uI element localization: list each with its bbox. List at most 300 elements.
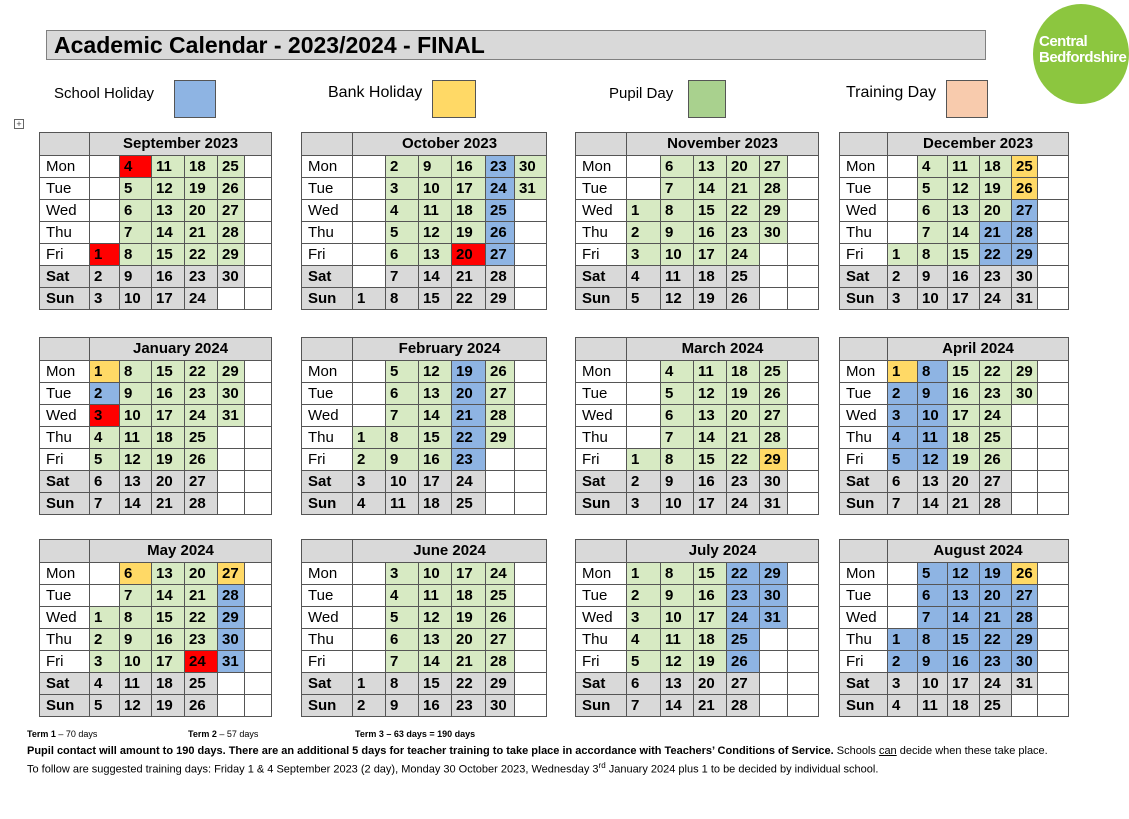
- day-cell: 11: [694, 361, 727, 383]
- day-cell: 20: [452, 383, 486, 405]
- day-cell: [1038, 585, 1069, 607]
- day-cell: 28: [486, 266, 515, 288]
- day-cell: 24: [727, 493, 760, 515]
- day-cell: 26: [218, 178, 245, 200]
- day-cell: 18: [152, 427, 185, 449]
- day-cell: 7: [661, 427, 694, 449]
- month-table: [39, 132, 272, 310]
- week-row: [576, 178, 819, 200]
- day-cell: [1038, 405, 1069, 427]
- day-cell: 4: [661, 361, 694, 383]
- day-cell: 16: [452, 156, 486, 178]
- weekday-label: Mon: [576, 563, 627, 585]
- weekday-label: Fri: [302, 449, 353, 471]
- day-cell: 9: [120, 629, 152, 651]
- day-cell: 3: [627, 607, 661, 629]
- day-cell: 1: [627, 200, 661, 222]
- day-cell: [888, 222, 918, 244]
- day-cell: 29: [1012, 361, 1038, 383]
- day-cell: 26: [727, 288, 760, 310]
- week-row: [40, 178, 272, 200]
- day-cell: 14: [661, 695, 694, 717]
- month-header-blank: [40, 338, 90, 361]
- day-cell: [1038, 651, 1069, 673]
- week-row: [840, 244, 1069, 266]
- week-row: [302, 629, 547, 651]
- day-cell: 30: [515, 156, 547, 178]
- day-cell: [353, 156, 386, 178]
- month-header-blank: [840, 133, 888, 156]
- month-header-blank: [40, 133, 90, 156]
- logo-line-1: Central: [1039, 33, 1088, 50]
- day-cell: 14: [948, 222, 980, 244]
- day-cell: [353, 405, 386, 427]
- day-cell: 19: [694, 651, 727, 673]
- day-cell: 16: [152, 266, 185, 288]
- day-cell: 21: [727, 427, 760, 449]
- day-cell: 26: [760, 383, 788, 405]
- weekday-label: Sun: [302, 695, 353, 717]
- day-cell: 23: [727, 585, 760, 607]
- week-row: [40, 288, 272, 310]
- weekday-label: Thu: [576, 222, 627, 244]
- day-cell: 26: [980, 449, 1012, 471]
- table-anchor-icon[interactable]: +: [14, 119, 24, 129]
- day-cell: 5: [918, 563, 948, 585]
- week-row: [576, 266, 819, 288]
- weekday-label: Fri: [840, 449, 888, 471]
- day-cell: 5: [90, 695, 120, 717]
- weekday-label: Tue: [576, 383, 627, 405]
- day-cell: 17: [419, 471, 452, 493]
- week-row: [840, 361, 1069, 383]
- day-cell: 9: [120, 266, 152, 288]
- month-name: January 2024: [90, 338, 272, 361]
- weekday-label: Sun: [40, 695, 90, 717]
- day-cell: 29: [486, 427, 515, 449]
- day-cell: 28: [185, 493, 218, 515]
- weekday-label: Tue: [840, 178, 888, 200]
- day-cell: 7: [661, 178, 694, 200]
- day-cell: 2: [90, 266, 120, 288]
- day-cell: 8: [661, 200, 694, 222]
- day-cell: 4: [888, 427, 918, 449]
- day-cell: 12: [694, 383, 727, 405]
- weekday-label: Sun: [40, 288, 90, 310]
- week-row: [576, 651, 819, 673]
- weekday-label: Tue: [302, 178, 353, 200]
- day-cell: 11: [152, 156, 185, 178]
- day-cell: 21: [980, 607, 1012, 629]
- day-cell: 4: [90, 427, 120, 449]
- day-cell: [218, 673, 245, 695]
- day-cell: 10: [918, 288, 948, 310]
- day-cell: 23: [980, 266, 1012, 288]
- weekday-label: Mon: [840, 361, 888, 383]
- day-cell: 31: [1012, 288, 1038, 310]
- weekday-label: Thu: [40, 427, 90, 449]
- day-cell: [788, 493, 819, 515]
- month-header-blank: [576, 338, 627, 361]
- week-row: [302, 244, 547, 266]
- weekday-label: Wed: [40, 607, 90, 629]
- legend-label-pupil-day: Pupil Day: [609, 85, 674, 102]
- day-cell: 16: [152, 629, 185, 651]
- week-row: [840, 563, 1069, 585]
- day-cell: [353, 629, 386, 651]
- day-cell: [888, 200, 918, 222]
- day-cell: [515, 266, 547, 288]
- day-cell: [788, 563, 819, 585]
- day-cell: [1038, 607, 1069, 629]
- day-cell: 1: [353, 427, 386, 449]
- day-cell: [1038, 266, 1069, 288]
- day-cell: 17: [694, 493, 727, 515]
- day-cell: 16: [152, 383, 185, 405]
- day-cell: 15: [419, 673, 452, 695]
- day-cell: [486, 493, 515, 515]
- day-cell: 18: [419, 493, 452, 515]
- weekday-label: Wed: [576, 200, 627, 222]
- weekday-label: Fri: [302, 651, 353, 673]
- week-row: [302, 156, 547, 178]
- day-cell: [353, 651, 386, 673]
- day-cell: 6: [661, 156, 694, 178]
- week-row: [840, 200, 1069, 222]
- day-cell: 14: [948, 607, 980, 629]
- day-cell: [515, 673, 547, 695]
- day-cell: 13: [152, 563, 185, 585]
- day-cell: 10: [661, 607, 694, 629]
- weekday-label: Wed: [840, 200, 888, 222]
- week-row: [576, 244, 819, 266]
- week-row: [576, 695, 819, 717]
- day-cell: 4: [888, 695, 918, 717]
- day-cell: [90, 200, 120, 222]
- day-cell: 19: [980, 563, 1012, 585]
- day-cell: 14: [419, 405, 452, 427]
- day-cell: [627, 178, 661, 200]
- day-cell: 19: [152, 449, 185, 471]
- term-2-label: Term 2: [188, 729, 217, 739]
- day-cell: [218, 695, 245, 717]
- day-cell: 31: [218, 651, 245, 673]
- day-cell: 13: [120, 471, 152, 493]
- week-row: [40, 585, 272, 607]
- weekday-label: Wed: [840, 607, 888, 629]
- day-cell: 7: [386, 405, 419, 427]
- day-cell: 22: [452, 427, 486, 449]
- weekday-label: Wed: [302, 607, 353, 629]
- day-cell: 5: [386, 607, 419, 629]
- day-cell: 16: [694, 222, 727, 244]
- day-cell: 11: [386, 493, 419, 515]
- day-cell: [515, 361, 547, 383]
- day-cell: 6: [888, 471, 918, 493]
- day-cell: 12: [918, 449, 948, 471]
- term-1-label: Term 1: [27, 729, 56, 739]
- weekday-label: Sun: [576, 695, 627, 717]
- day-cell: 14: [419, 266, 452, 288]
- day-cell: [1012, 471, 1038, 493]
- weekday-label: Wed: [840, 405, 888, 427]
- weekday-label: Thu: [302, 629, 353, 651]
- day-cell: 14: [918, 493, 948, 515]
- day-cell: 25: [486, 585, 515, 607]
- day-cell: [353, 266, 386, 288]
- week-row: [840, 651, 1069, 673]
- day-cell: 19: [980, 178, 1012, 200]
- day-cell: 20: [185, 200, 218, 222]
- day-cell: 5: [627, 651, 661, 673]
- weekday-label: Mon: [40, 361, 90, 383]
- day-cell: [1038, 361, 1069, 383]
- day-cell: [760, 695, 788, 717]
- day-cell: 7: [888, 493, 918, 515]
- day-cell: 26: [486, 222, 515, 244]
- day-cell: 25: [980, 695, 1012, 717]
- week-row: [576, 449, 819, 471]
- week-row: [576, 471, 819, 493]
- day-cell: [245, 156, 272, 178]
- day-cell: 31: [515, 178, 547, 200]
- day-cell: 25: [980, 427, 1012, 449]
- day-cell: 12: [661, 651, 694, 673]
- day-cell: 28: [760, 427, 788, 449]
- day-cell: [245, 493, 272, 515]
- day-cell: 15: [419, 288, 452, 310]
- day-cell: [90, 585, 120, 607]
- day-cell: 15: [694, 563, 727, 585]
- day-cell: 17: [152, 288, 185, 310]
- day-cell: [627, 361, 661, 383]
- day-cell: 4: [120, 156, 152, 178]
- day-cell: 20: [694, 673, 727, 695]
- day-cell: [760, 673, 788, 695]
- week-row: [40, 673, 272, 695]
- day-cell: 13: [419, 383, 452, 405]
- day-cell: [515, 200, 547, 222]
- day-cell: [245, 266, 272, 288]
- day-cell: [245, 361, 272, 383]
- day-cell: [1038, 563, 1069, 585]
- logo-line-2: Bedfordshire: [1039, 49, 1127, 66]
- day-cell: 5: [386, 222, 419, 244]
- day-cell: 17: [452, 563, 486, 585]
- week-row: [302, 585, 547, 607]
- day-cell: [788, 156, 819, 178]
- week-row: [576, 288, 819, 310]
- day-cell: 21: [694, 695, 727, 717]
- day-cell: 22: [727, 449, 760, 471]
- day-cell: 26: [727, 651, 760, 673]
- day-cell: 18: [185, 156, 218, 178]
- day-cell: [788, 471, 819, 493]
- week-row: [576, 673, 819, 695]
- day-cell: 21: [980, 222, 1012, 244]
- day-cell: 6: [120, 563, 152, 585]
- month-name: June 2024: [353, 540, 547, 563]
- week-row: [302, 288, 547, 310]
- day-cell: 11: [120, 427, 152, 449]
- day-cell: 30: [1012, 651, 1038, 673]
- day-cell: [90, 178, 120, 200]
- day-cell: 27: [760, 405, 788, 427]
- day-cell: 26: [185, 449, 218, 471]
- day-cell: [1038, 156, 1069, 178]
- day-cell: 12: [120, 695, 152, 717]
- month-name: November 2023: [627, 133, 819, 156]
- day-cell: [90, 563, 120, 585]
- day-cell: 20: [980, 585, 1012, 607]
- weekday-label: Wed: [302, 405, 353, 427]
- day-cell: 24: [980, 673, 1012, 695]
- week-row: [40, 471, 272, 493]
- week-row: [840, 695, 1069, 717]
- day-cell: 11: [120, 673, 152, 695]
- day-cell: [515, 651, 547, 673]
- day-cell: [760, 288, 788, 310]
- week-row: [840, 629, 1069, 651]
- day-cell: [515, 222, 547, 244]
- weekday-label: Fri: [576, 651, 627, 673]
- weekday-label: Fri: [840, 651, 888, 673]
- week-row: [840, 288, 1069, 310]
- day-cell: 7: [120, 585, 152, 607]
- week-row: [302, 200, 547, 222]
- day-cell: 16: [419, 695, 452, 717]
- day-cell: [218, 471, 245, 493]
- day-cell: 9: [918, 651, 948, 673]
- day-cell: 21: [452, 651, 486, 673]
- day-cell: [90, 156, 120, 178]
- month-header-blank: [576, 133, 627, 156]
- weekday-label: Mon: [576, 361, 627, 383]
- day-cell: 18: [452, 585, 486, 607]
- month-name: March 2024: [627, 338, 819, 361]
- day-cell: 27: [185, 471, 218, 493]
- week-row: [576, 405, 819, 427]
- day-cell: 10: [918, 673, 948, 695]
- weekday-label: Thu: [302, 222, 353, 244]
- day-cell: 11: [918, 427, 948, 449]
- day-cell: 9: [661, 585, 694, 607]
- day-cell: 8: [918, 629, 948, 651]
- day-cell: 10: [918, 405, 948, 427]
- day-cell: 29: [760, 449, 788, 471]
- week-row: [40, 405, 272, 427]
- day-cell: 14: [419, 651, 452, 673]
- day-cell: [515, 585, 547, 607]
- day-cell: 8: [120, 607, 152, 629]
- day-cell: 5: [90, 449, 120, 471]
- day-cell: 27: [1012, 200, 1038, 222]
- day-cell: [218, 449, 245, 471]
- day-cell: 22: [185, 607, 218, 629]
- month-name: December 2023: [888, 133, 1069, 156]
- legend-label-bank-holiday: Bank Holiday: [328, 84, 423, 101]
- weekday-label: Sat: [302, 673, 353, 695]
- week-row: [302, 493, 547, 515]
- day-cell: [788, 673, 819, 695]
- day-cell: [245, 405, 272, 427]
- day-cell: 11: [918, 695, 948, 717]
- day-cell: 19: [727, 383, 760, 405]
- day-cell: 16: [694, 585, 727, 607]
- weekday-label: Thu: [40, 629, 90, 651]
- day-cell: 13: [948, 585, 980, 607]
- day-cell: 20: [948, 471, 980, 493]
- day-cell: 27: [727, 673, 760, 695]
- day-cell: [245, 585, 272, 607]
- day-cell: 1: [353, 673, 386, 695]
- day-cell: 23: [452, 695, 486, 717]
- day-cell: [760, 651, 788, 673]
- weekday-label: Sat: [840, 471, 888, 493]
- footer-bold-text: Pupil contact will amount to 190 days. There are an additional 5 days for teacher training to take place in accordance with Teachers’ Conditions of Service.: [27, 745, 834, 757]
- day-cell: 21: [152, 493, 185, 515]
- weekday-label: Sun: [40, 493, 90, 515]
- week-row: [302, 405, 547, 427]
- day-cell: 29: [218, 361, 245, 383]
- day-cell: 9: [661, 222, 694, 244]
- day-cell: [486, 471, 515, 493]
- day-cell: 17: [694, 607, 727, 629]
- day-cell: 31: [218, 405, 245, 427]
- week-row: [576, 200, 819, 222]
- day-cell: 10: [419, 178, 452, 200]
- day-cell: [353, 383, 386, 405]
- day-cell: 30: [1012, 383, 1038, 405]
- weekday-label: Sun: [576, 288, 627, 310]
- week-row: [840, 405, 1069, 427]
- weekday-label: Mon: [840, 156, 888, 178]
- day-cell: [788, 427, 819, 449]
- weekday-label: Sun: [840, 695, 888, 717]
- day-cell: 23: [185, 629, 218, 651]
- day-cell: [888, 607, 918, 629]
- day-cell: 24: [980, 288, 1012, 310]
- weekday-label: Mon: [302, 563, 353, 585]
- week-row: [302, 266, 547, 288]
- day-cell: 7: [918, 607, 948, 629]
- day-cell: 26: [486, 607, 515, 629]
- day-cell: 3: [90, 651, 120, 673]
- day-cell: 28: [486, 651, 515, 673]
- day-cell: 18: [152, 673, 185, 695]
- day-cell: 23: [486, 156, 515, 178]
- day-cell: 24: [727, 607, 760, 629]
- day-cell: 25: [452, 493, 486, 515]
- day-cell: 4: [90, 673, 120, 695]
- week-row: [576, 607, 819, 629]
- day-cell: [760, 629, 788, 651]
- weekday-label: Tue: [302, 383, 353, 405]
- day-cell: 11: [419, 585, 452, 607]
- day-cell: 13: [152, 200, 185, 222]
- day-cell: [1012, 449, 1038, 471]
- day-cell: 25: [760, 361, 788, 383]
- day-cell: 18: [980, 156, 1012, 178]
- day-cell: 20: [727, 156, 760, 178]
- day-cell: 2: [90, 383, 120, 405]
- day-cell: 1: [627, 563, 661, 585]
- term-1-value: – 70 days: [55, 729, 98, 739]
- day-cell: 22: [452, 673, 486, 695]
- day-cell: 3: [386, 563, 419, 585]
- day-cell: 28: [760, 178, 788, 200]
- weekday-label: Mon: [840, 563, 888, 585]
